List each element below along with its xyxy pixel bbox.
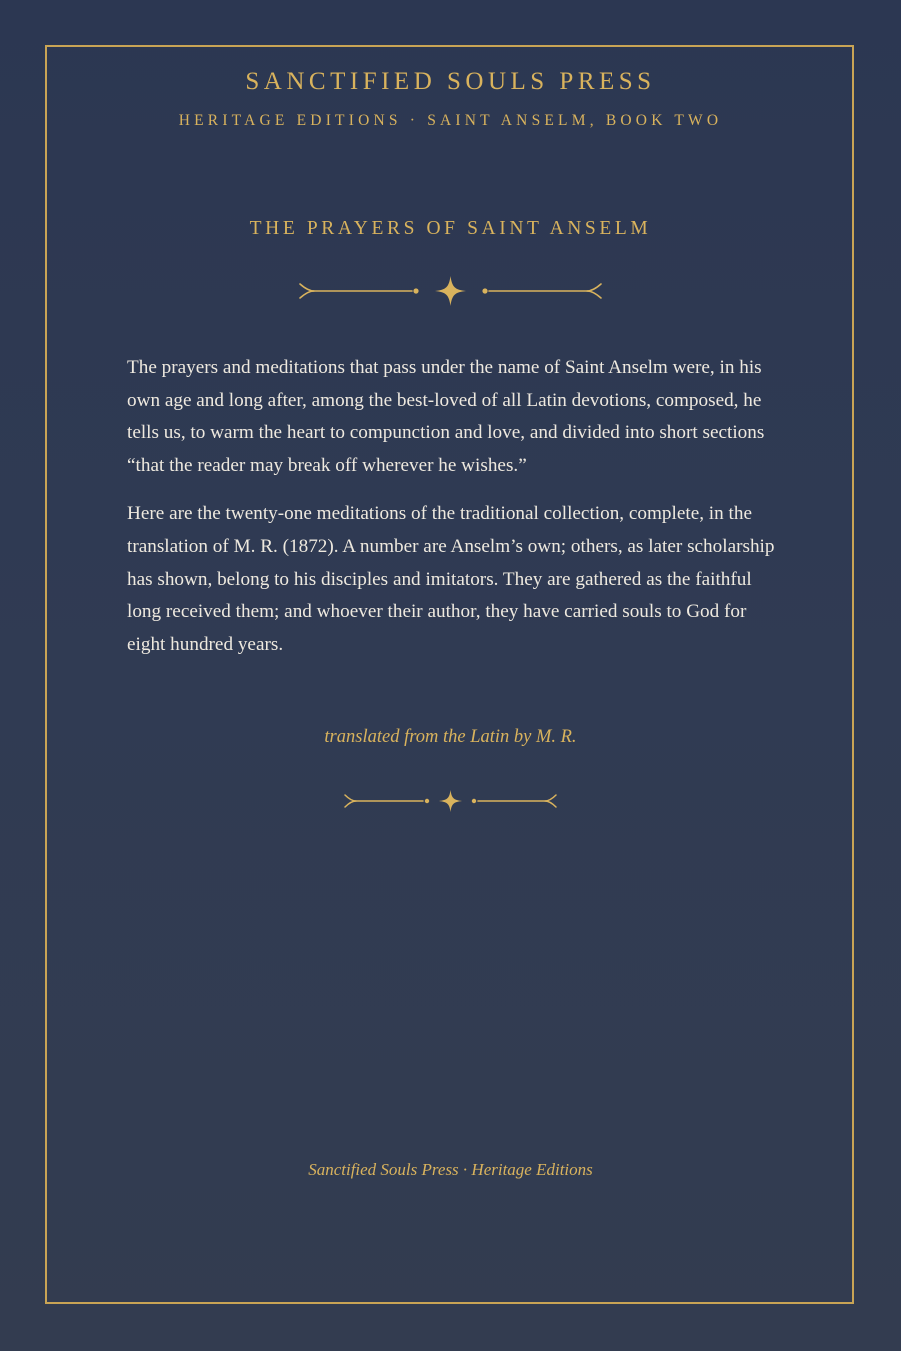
paragraph: Here are the twenty-one meditations of the traditional collection, complete, in the translation of M. R. (1872). A number are Anselm’s own; others, as later scholarship has shown, belong to his disciples and imitators. They are gathered as the faithful long received them; and whoever their author, they have carried souls to God for eight hundred years. — [127, 503, 775, 655]
book-title: THE PRAYERS OF SAINT ANSELM — [249, 218, 652, 239]
translator-credit: translated from the Latin by M. R. — [324, 727, 577, 747]
star-divider-icon — [343, 787, 558, 815]
footer-imprint: Sanctified Souls Press · Heritage Editions — [308, 1160, 593, 1179]
press-name: SANCTIFIED SOULS PRESS — [245, 68, 656, 95]
paragraph: The prayers and meditations that pass under the name of Saint Anselm were, in his own age and long after, among the best-loved of all Latin devotions, composed, he tells us, to warm the heart to compunction and love, and divided into short sections “that the reader may break off wherever he wishes.” — [127, 357, 765, 476]
introduction-text — [127, 352, 777, 677]
press-subtitle: HERITAGE EDITIONS · SAINT ANSELM, BOOK TWO — [178, 112, 723, 129]
star-divider-icon — [298, 274, 603, 308]
